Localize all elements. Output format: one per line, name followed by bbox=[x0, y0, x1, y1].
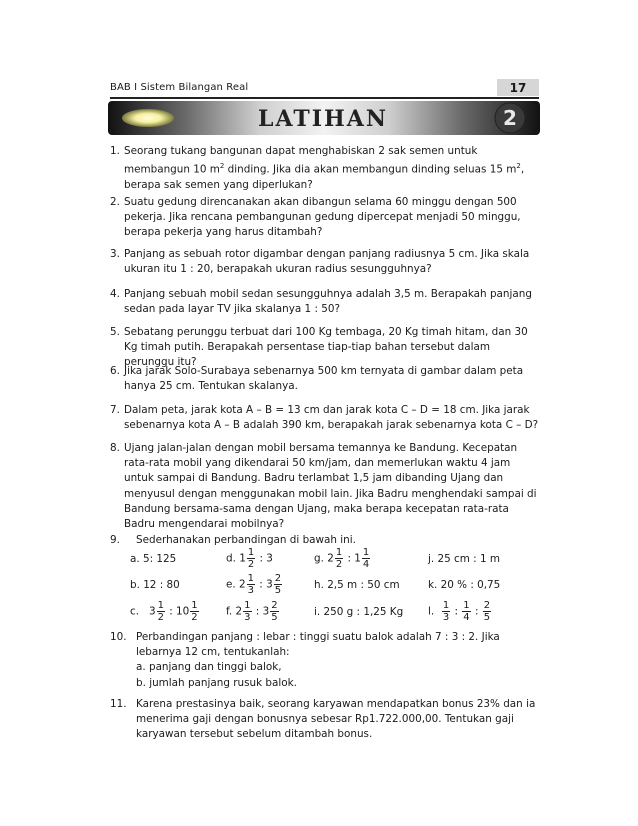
question-text: Sederhanakan perbandingan di bawah ini. bbox=[136, 534, 356, 546]
fraction: $\frac{1}{3}$ bbox=[442, 600, 450, 623]
fraction: $\frac{2}{5}$ bbox=[483, 600, 491, 623]
option-b: b. 12 : 80 bbox=[130, 579, 180, 591]
question-number: 10. bbox=[110, 631, 127, 643]
question-text: Panjang as sebuah rotor digambar dengan panjang radiusnya 5 cm. Jika skala ukuran itu 1 : 20, berapakah ukuran radius sesungguhnya? bbox=[124, 248, 530, 276]
question-6 bbox=[110, 364, 540, 394]
question-text: , berapa sak semen yang diperlukan? bbox=[124, 163, 525, 191]
fraction: $\frac{1}{4}$ bbox=[463, 600, 470, 623]
option-f: f. 2 $\frac{1}{3}$ : 3 $\frac{2}{5}$ bbox=[226, 600, 278, 623]
fraction: $\frac{1}{2}$ bbox=[335, 547, 343, 570]
question-number: 3. bbox=[110, 248, 120, 260]
question-text: Karena prestasinya baik, seorang karyawan mendapatkan bonus 23% dan ia menerima gaji dengan bonusnya sebesar Rp1.722.000,00. Tentukan gaji karyawan tersebut sebelum ditambah bonus. bbox=[136, 698, 536, 741]
option-k: k. 20 % : 0,75 bbox=[428, 579, 501, 591]
fraction: $\frac{1}{2}$ bbox=[247, 547, 255, 570]
superscript: 2 bbox=[219, 162, 225, 171]
option-l: l. $\frac{1}{3}$ : $\frac{1}{4}$ : $\frac{2}{5}$ bbox=[428, 600, 491, 623]
option-a: a. 5: 125 bbox=[130, 553, 177, 565]
question-text: Ujang jalan-jalan dengan mobil bersama temannya ke Bandung. Kecepatan rata-rata mobil yang dikendarai 50 km/jam, dan memerlukan waktu 4 jam untuk sampai di Bandung. Badru terlambat 1,5 jam dibanding Ujang dan menyusul dengan menggunakan mobil lain. Jika Badru menghendaki sampai di Bandung bersama-sama dengan Ujang, maka berapa kecepatan rata-rata Badru mengendarai mobilnya? bbox=[124, 442, 537, 531]
question-text: Dalam peta, jarak kota A – B = 13 cm dan jarak kota C – D = 18 cm. Jika jarak sebenarnya kota A – B adalah 390 km, berapakah jarak sebenarnya kota C – D? bbox=[124, 404, 539, 432]
fraction: $\frac{2}{5}$ bbox=[271, 600, 278, 623]
fraction: $\frac{1}{3}$ bbox=[244, 600, 251, 623]
question-number: 1. bbox=[110, 145, 120, 157]
question-3 bbox=[110, 247, 540, 277]
fraction: $\frac{2}{5}$ bbox=[274, 573, 282, 596]
question-number: 9. bbox=[110, 534, 120, 546]
question-number: 4. bbox=[110, 288, 120, 300]
question-text: dinding. Jika dia akan membangun dinding seluas 15 m bbox=[224, 163, 517, 176]
latihan-banner bbox=[108, 101, 540, 135]
question-10 bbox=[110, 630, 540, 691]
question-text: Suatu gedung direncanakan akan dibangun selama 60 minggu dengan 500 pekerja. Jika rencana pembangunan gedung dipercepat menjadi 50 minggu, berapa pekerja yang harus ditambah? bbox=[124, 196, 521, 239]
sub-item-b: b. jumlah panjang rusuk balok. bbox=[136, 676, 297, 689]
question-number: 11. bbox=[110, 698, 127, 710]
option-i: i. 250 g : 1,25 Kg bbox=[314, 606, 404, 618]
question-4 bbox=[110, 287, 540, 317]
question-text: Jika jarak Solo-Surabaya sebenarnya 500 km ternyata di gambar dalam peta hanya 25 cm. Tentukan skalanya. bbox=[124, 365, 524, 393]
fraction: $\frac{1}{2}$ bbox=[157, 600, 164, 623]
question-text: Seorang tukang bangunan dapat menghabiskan 2 sak semen untuk membangun 10 m bbox=[124, 145, 478, 176]
question-11 bbox=[110, 697, 540, 743]
page-number: 17 bbox=[497, 79, 539, 96]
fraction: $\frac{1}{3}$ bbox=[247, 573, 254, 596]
question-text: Panjang sebuah mobil sedan sesungguhnya adalah 3,5 m. Berapakah panjang sedan pada layar TV jika skalanya 1 : 50? bbox=[124, 288, 532, 316]
question-number: 6. bbox=[110, 365, 120, 377]
question-text: Sebatang perunggu terbuat dari 100 Kg tembaga, 20 Kg timah hitam, dan 30 Kg timah putih. Berapakah persentase tiap-tiap bahan tersebut dalam perunggu itu? bbox=[124, 326, 528, 369]
option-h: h. 2,5 m : 50 cm bbox=[314, 579, 400, 591]
question-9 bbox=[110, 533, 540, 548]
question-number: 7. bbox=[110, 404, 120, 416]
question-text: Perbandingan panjang : lebar : tinggi suatu balok adalah 7 : 3 : 2. Jika lebarnya 12 cm, tentukanlah: bbox=[136, 631, 500, 659]
sub-item-a: a. panjang dan tinggi balok, bbox=[136, 661, 282, 674]
option-j: j. 25 cm : 1 m bbox=[428, 553, 500, 565]
question-2 bbox=[110, 195, 540, 241]
option-g: g. 2 $\frac{1}{2}$ : 1 $\frac{1}{4}$ bbox=[314, 547, 370, 570]
header-divider bbox=[110, 97, 539, 99]
superscript: 2 bbox=[516, 162, 521, 171]
banner-light-icon bbox=[122, 109, 174, 127]
option-c: c. 3 $\frac{1}{2}$ : 10 $\frac{1}{2}$ bbox=[130, 600, 198, 623]
option-d: d. 1 $\frac{1}{2}$ : 3 bbox=[226, 547, 273, 570]
question-number: 8. bbox=[110, 442, 120, 454]
question-7 bbox=[110, 403, 540, 433]
banner-number: 2 bbox=[503, 106, 517, 130]
fraction: $\frac{1}{4}$ bbox=[362, 547, 370, 570]
question-number: 5. bbox=[110, 326, 120, 338]
question-number: 2. bbox=[110, 196, 120, 208]
banner-title: LATIHAN bbox=[258, 106, 388, 132]
fraction: $\frac{1}{2}$ bbox=[191, 600, 198, 623]
chapter-title: BAB I Sistem Bilangan Real bbox=[110, 82, 249, 93]
question-1 bbox=[110, 144, 540, 193]
question-8 bbox=[110, 441, 540, 532]
option-e: e. 2 $\frac{1}{3}$ : 3 $\frac{2}{5}$ bbox=[226, 573, 282, 596]
